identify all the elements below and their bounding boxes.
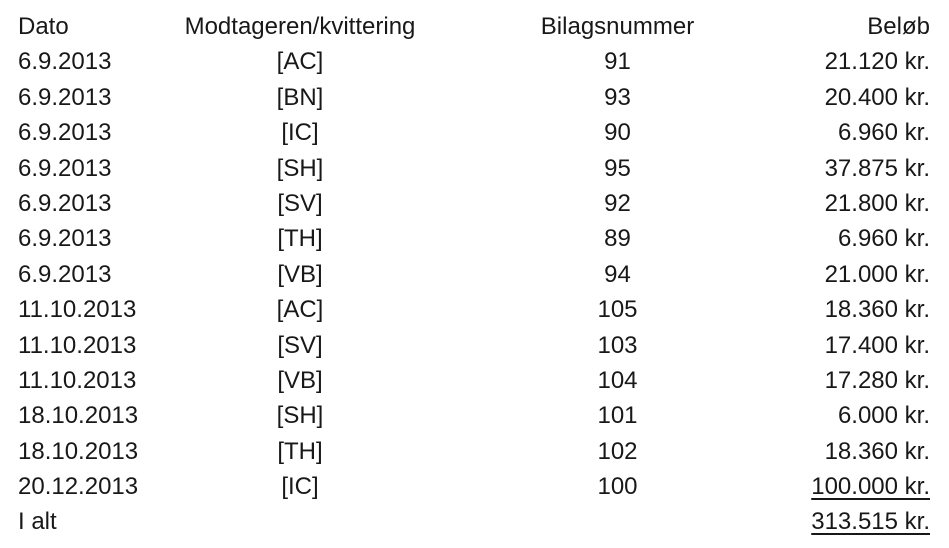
amount-value: 100.000 kr.: [811, 473, 930, 501]
recipient-cell: [SH]: [276, 402, 324, 430]
voucher-number-cell: 100: [597, 473, 638, 501]
amount-cell: [810, 469, 949, 504]
amount-cell: [810, 363, 949, 398]
amount-cell: [810, 398, 949, 433]
voucher-number-cell: 105: [597, 296, 638, 324]
amount-value: 21.800 kr.: [824, 189, 930, 217]
voucher-number-cell: 95: [604, 154, 631, 182]
amount-cell: [810, 151, 949, 186]
amount-value: 20.400 kr.: [824, 83, 930, 111]
date-cell: 6.9.2013: [18, 154, 112, 182]
voucher-number-cell: 89: [604, 225, 631, 253]
amount-cell: [810, 80, 949, 115]
amount-cell: [810, 221, 949, 256]
recipient-cell: [VB]: [277, 260, 323, 288]
date-cell: 6.9.2013: [18, 119, 112, 147]
table-row: [0, 398, 949, 433]
recipient-cell: [SH]: [276, 154, 324, 182]
recipient-cell: [IC]: [281, 119, 319, 147]
amount-value: 17.280 kr.: [824, 366, 930, 394]
table-row: [0, 151, 949, 186]
date-cell: 20.12.2013: [18, 473, 139, 501]
header-row: [0, 9, 949, 44]
amount-cell: [810, 44, 949, 79]
recipient-cell: [AC]: [276, 48, 324, 76]
voucher-number-cell: 104: [597, 366, 638, 394]
date-cell: 18.10.2013: [18, 437, 139, 465]
header-amount: Beløb: [867, 13, 930, 40]
amount-value: 18.360 kr.: [824, 296, 930, 324]
recipient-cell: [VB]: [277, 366, 323, 394]
recipient-cell: [TH]: [277, 225, 323, 253]
amount-cell: [810, 115, 949, 150]
amount-value: 21.120 kr.: [824, 48, 930, 76]
table-row: [0, 363, 949, 398]
recipient-cell: [AC]: [276, 296, 324, 324]
table-row: [0, 469, 949, 504]
table-row: [0, 292, 949, 327]
header-recipient: Modtageren/kvittering: [184, 13, 416, 40]
amount-cell: [810, 186, 949, 221]
total-voucher-empty: [425, 504, 810, 539]
amount-cell: [810, 257, 949, 292]
voucher-number-cell: 101: [597, 402, 638, 430]
date-cell: 6.9.2013: [18, 260, 112, 288]
recipient-cell: [BN]: [276, 83, 324, 111]
amount-value: 6.960 kr.: [837, 225, 930, 253]
voucher-number-cell: 92: [604, 189, 631, 217]
recipient-cell: [SV]: [277, 331, 323, 359]
amount-value: 17.400 kr.: [824, 331, 930, 359]
voucher-number-cell: 103: [597, 331, 638, 359]
recipient-cell: [IC]: [281, 473, 319, 501]
date-cell: 11.10.2013: [18, 296, 137, 324]
date-cell: 6.9.2013: [18, 83, 112, 111]
recipient-cell: [TH]: [277, 437, 323, 465]
amount-value: 18.360 kr.: [824, 437, 930, 465]
date-cell: 6.9.2013: [18, 225, 112, 253]
voucher-number-cell: 102: [597, 437, 638, 465]
voucher-number-cell: 91: [604, 48, 631, 76]
date-cell: 11.10.2013: [18, 331, 137, 359]
header-voucher-number: Bilagsnummer: [540, 13, 695, 40]
table-row: [0, 434, 949, 469]
table-rows: [0, 44, 949, 504]
total-recipient-empty: [175, 504, 425, 539]
table-row: [0, 186, 949, 221]
total-label: I alt: [18, 508, 57, 536]
amount-value: 6.960 kr.: [837, 119, 930, 147]
table-row: [0, 115, 949, 150]
voucher-number-cell: 90: [604, 119, 631, 147]
date-cell: 6.9.2013: [18, 48, 112, 76]
amount-value: 6.000 kr.: [837, 402, 930, 430]
table-row: [0, 328, 949, 363]
date-cell: 6.9.2013: [18, 189, 112, 217]
table-row: [0, 80, 949, 115]
table-row: [0, 221, 949, 256]
table-row: [0, 44, 949, 79]
amount-value: 37.875 kr.: [824, 154, 930, 182]
voucher-number-cell: 94: [604, 260, 631, 288]
table-row: [0, 257, 949, 292]
amount-cell: [810, 434, 949, 469]
date-cell: 11.10.2013: [18, 366, 137, 394]
total-row: [0, 504, 949, 539]
amount-cell: [810, 328, 949, 363]
date-cell: 18.10.2013: [18, 402, 139, 430]
total-amount: 313.515 kr.: [811, 508, 930, 536]
voucher-number-cell: 93: [604, 83, 631, 111]
total-amount-cell: [810, 504, 949, 539]
header-date: Dato: [18, 13, 69, 40]
amount-cell: [810, 292, 949, 327]
amount-value: 21.000 kr.: [824, 260, 930, 288]
recipient-cell: [SV]: [277, 189, 323, 217]
